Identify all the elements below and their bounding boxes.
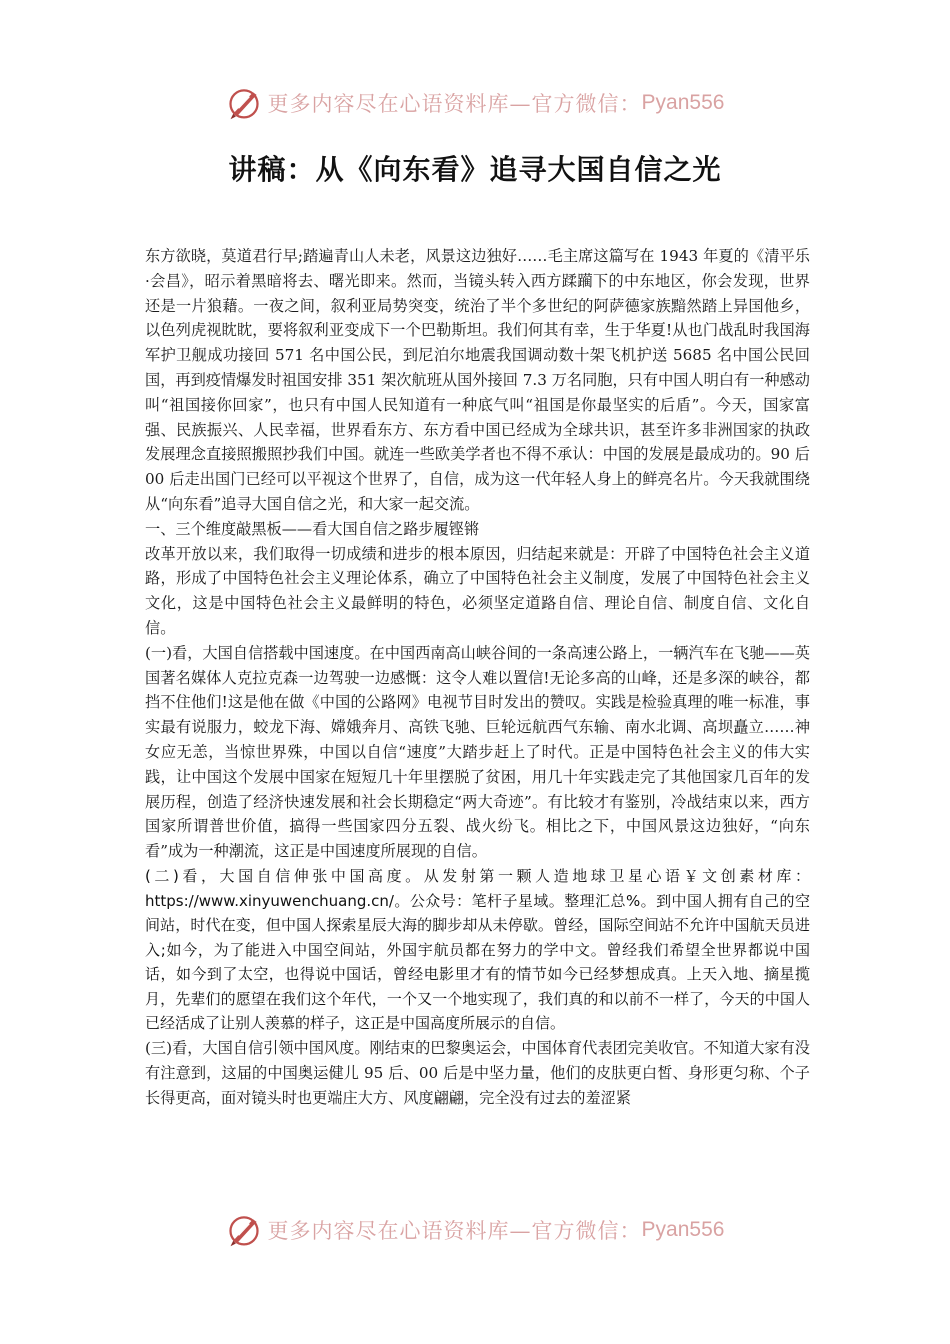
body-paragraph: (二)看，大国自信伸张中国高度。从发射第一颗人造地球卫星心语￥文创素材库：https://www.xinyuwenchuang.cn/。公众号：笔杆子星域。整理汇总%。到中国人拥有自己的空间站，时代在变，但中国人探索星辰大海的脚步却从未停歇。曾经，国际空间站不允许中国航天员进入;如今，为了能进入中国空间站，外国宇航员都在努力的学中文。曾经我们希望全世界都说中国话，如今到了太空，也得说中国话，曾经电影里才有的情节如今已经梦想成真。上天入地、摘星揽月，先辈们的愿望在我们这个年代，一个又一个地实现了，我们真的和以前不一样了，今天的中国人已经活成了让别人羡慕的样子，这正是中国高度所展示的自信。 [145, 866, 810, 1033]
section-heading: 一、三个维度敲黑板——看大国自信之路步履铿锵 [145, 519, 480, 538]
page-title: 讲稿：从《向东看》追寻大国自信之光 [228, 153, 722, 186]
banner-wechat-id: Pyan556 [641, 91, 725, 114]
banner-text: 更多内容尽在心语资料库—官方微信： [267, 1219, 642, 1243]
body-paragraph: 改革开放以来，我们取得一切成绩和进步的根本原因，归结起来就是：开辟了中国特色社会主义道路，形成了中国特色社会主义理论体系，确立了中国特色社会主义制度，发展了中国特色社会主义文化，这是中国特色社会主义最鲜明的特色，必须坚定道路自信、理论自信、制度自信、文化自信。 [145, 544, 810, 637]
body-paragraph: (三)看，大国自信引领中国风度。刚结束的巴黎奥运会，中国体育代表团完美收官。不知道大家有没有注意到，这届的中国奥运健儿 95 后、00 后是中坚力量，他们的皮肤更白皙、身形更匀称、个子长得更高，面对镜头时也更端庄大方、风度翩翩，完全没有过去的羞涩紧 [145, 1039, 810, 1107]
pen-logo-icon [226, 1212, 262, 1248]
document-body [145, 244, 810, 1110]
pen-logo-icon [226, 85, 262, 121]
header-banner [0, 83, 950, 123]
footer-banner [0, 1210, 950, 1250]
banner-text: 更多内容尽在心语资料库—官方微信： [267, 92, 642, 116]
banner-wechat-id: Pyan556 [641, 1218, 725, 1241]
intro-paragraph: 东方欲晓，莫道君行早;踏遍青山人未老，风景这边独好……毛主席这篇写在 1943 年夏的《清平乐·会昌》，昭示着黑暗将去、曙光即来。然而，当镜头转入西方蹂躏下的中东地区，你会发现，世界还是一片狼藉。一夜之间，叙利亚局势突变，统治了半个多世纪的阿萨德家族黯然踏上异国他乡，以色列虎视眈眈，要将叙利亚变成下一个巴勒斯坦。我们何其有幸，生于华夏!从也门战乱时我国海军护卫舰成功接回 571 名中国公民，到尼泊尔地震我国调动数十架飞机护送 5685 名中国公民回国，再到疫情爆发时祖国安排 351 架次航班从国外接回 7.3 万名同胞，只有中国人明白有一种感动叫“祖国接你回家”，也只有中国人民知道有一种底气叫“祖国是你最坚实的后盾”。今天，国家富强、民族振兴、人民幸福，世界看东方、东方看中国已经成为全球共识，甚至许多非洲国家的执政发展理念直接照搬照抄我们中国。就连一些欧美学者也不得不承认：中国的发展是最成功的。90 后 00 后走出国门已经可以平视这个世界了，自信，成为这一代年轻人身上的鲜亮名片。今天我就围绕从“向东看”追寻大国自信之光，和大家一起交流。 [145, 247, 810, 513]
body-paragraph: (一)看，大国自信搭载中国速度。在中国西南高山峡谷间的一条高速公路上，一辆汽车在飞驰——英国著名媒体人克拉克森一边驾驶一边感慨：这令人难以置信!无论多高的山峰，还是多深的峡谷，都挡不住他们!这是他在做《中国的公路网》电视节目时发出的赞叹。实践是检验真理的唯一标准，事实最有说服力，蛟龙下海、嫦娥奔月、高铁飞驰、巨轮远航西气东输、南水北调、高坝矗立……神女应无恙，当惊世界殊，中国以自信“速度”大踏步赶上了时代。正是中国特色社会主义的伟大实践，让中国这个发展中国家在短短几十年里摆脱了贫困，用几十年实践走完了其他国家几百年的发展历程，创造了经济快速发展和社会长期稳定“两大奇迹”。有比较才有鉴别，冷战结束以来，西方国家所谓普世价值，搞得一些国家四分五裂、战火纷飞。相比之下，中国风景这边独好，“向东看”成为一种潮流，这正是中国速度所展现的自信。 [145, 643, 810, 861]
